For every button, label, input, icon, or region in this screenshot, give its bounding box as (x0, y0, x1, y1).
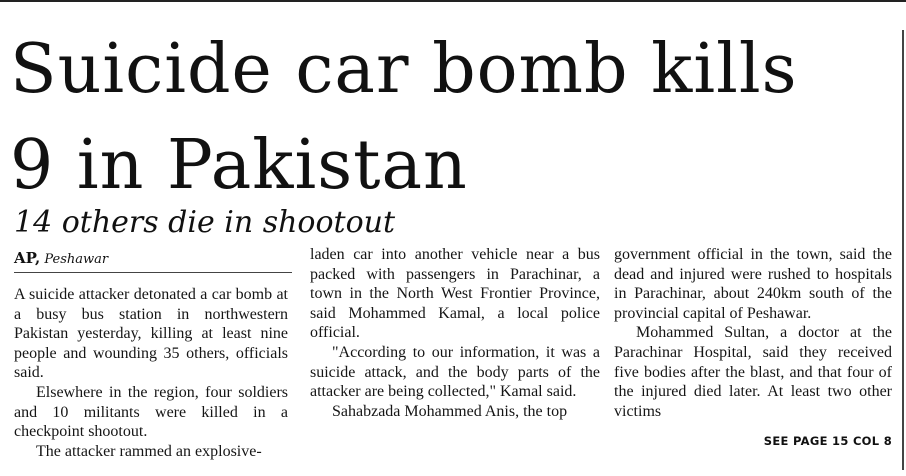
headline-line-1: Suicide car bomb kills (10, 30, 798, 109)
article-column-2 (310, 245, 600, 421)
dateline (14, 249, 292, 273)
paragraph: Mohammed Sultan, a doctor at the Parachinar Hospital, said they received five bodies after the blast, and that four of the injured died later. At least two other victims (614, 324, 892, 420)
paragraph: Sahabzada Mohammed Anis, the top (332, 402, 568, 420)
dateline-place: Peshawar (44, 252, 109, 267)
top-rule (0, 0, 906, 2)
paragraph: Elsewhere in the region, four soldiers and 10 militants were killed in a checkpoint shootout. (14, 383, 288, 441)
article-column-1 (14, 285, 288, 461)
headline-line-2: 9 in Pakistan (10, 126, 468, 205)
paragraph: laden car into another vehicle near a bus packed with passengers in Parachinar, a town in the North West Frontier Province, said Mohammed Kamal, a local police official. (310, 246, 600, 342)
dateline-agency: AP, (14, 249, 41, 267)
headline (10, 22, 890, 214)
article-column-3 (614, 245, 892, 421)
jump-line: SEE PAGE 15 COL 8 (763, 434, 892, 448)
paragraph: The attacker rammed an explosive- (36, 442, 262, 460)
subheadline: 14 others die in shootout (14, 205, 396, 240)
paragraph: government official in the town, said the dead and injured were rushed to hospitals in Parachinar, about 240km south of the provincial capital of Peshawar. (614, 246, 892, 322)
paragraph: "According to our information, it was a suicide attack, and the body parts of the attacker are being collected," Kamal said. (310, 343, 600, 401)
paragraph: A suicide attacker detonated a car bomb at a busy bus station in northwestern Pakistan yesterday, killing at least nine people and wounding 35 others, officials said. (14, 286, 288, 382)
column-rule (902, 30, 904, 470)
